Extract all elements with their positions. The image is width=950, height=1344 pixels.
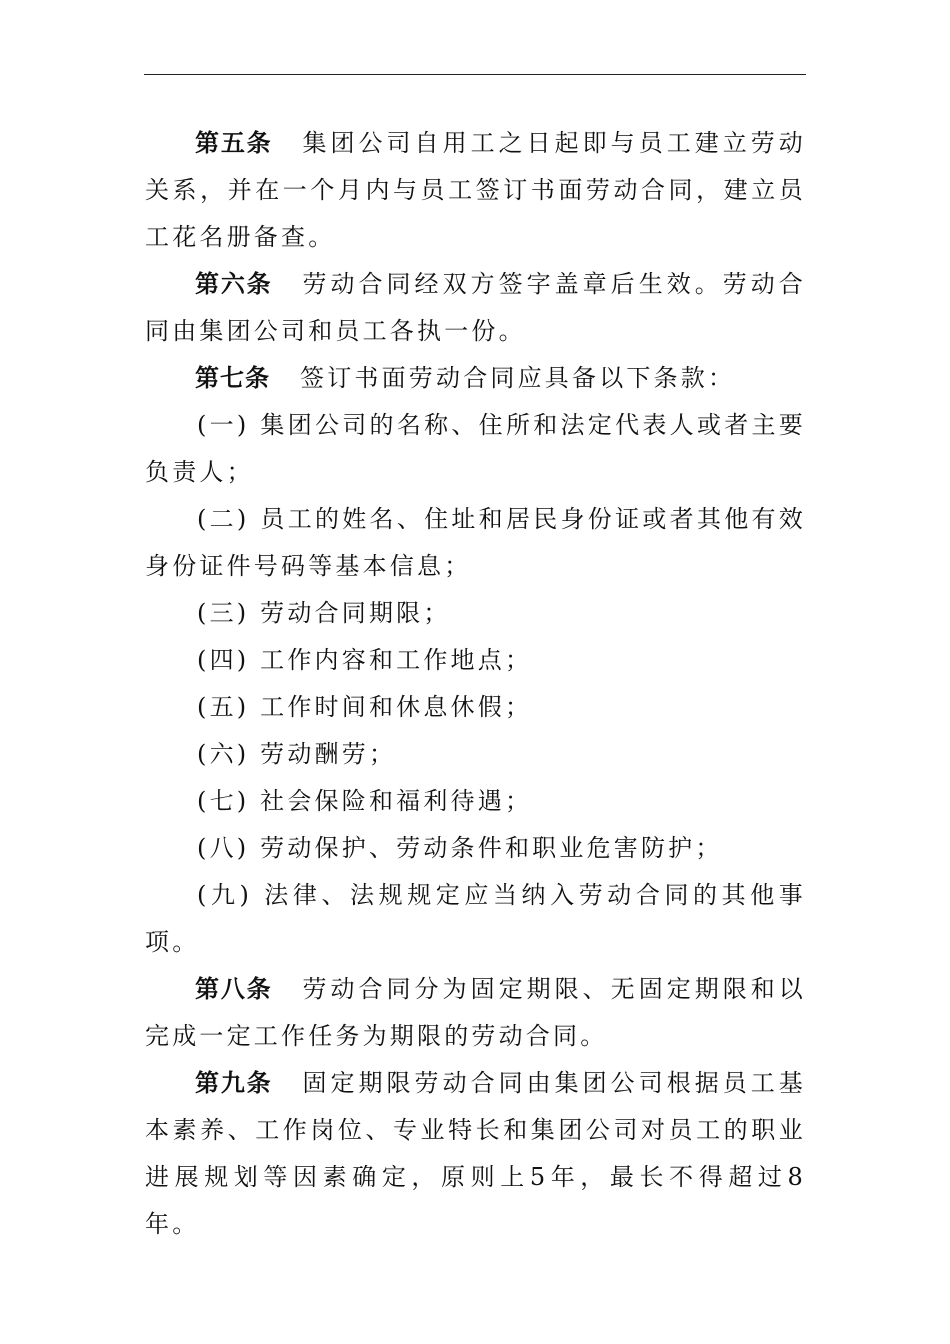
article-text: 签订书面劳动合同应具备以下条款： [300, 364, 736, 392]
article-label: 第八条 [195, 975, 273, 1003]
article-text: 集团公司自用工之日起即与员工建立劳动关系，并在一个月内与员工签订书面劳动合同，建立员工花名册备查。 [145, 129, 806, 251]
clause-item-8: (八) 劳动保护、劳动条件和职业危害防护； [197, 834, 723, 862]
article-6 [145, 261, 806, 355]
article-7 [145, 355, 806, 402]
clause-item-7: (七) 社会保险和福利待遇； [197, 787, 533, 815]
article-label: 第九条 [195, 1069, 273, 1097]
clause-item-6: (六) 劳动酬劳； [197, 740, 397, 768]
article-8 [145, 966, 806, 1060]
header-rule [144, 74, 806, 75]
clause-item-5: (五) 工作时间和休息休假； [197, 693, 533, 721]
article-5 [145, 120, 806, 261]
article-text: 固定期限劳动合同由集团公司根据员工基本素养、工作岗位、专业特长和集团公司对员工的职业进展规划等因素确定，原则上5年，最长不得超过8年。 [145, 1069, 806, 1238]
clause-item-4: (四) 工作内容和工作地点； [197, 646, 533, 674]
article-9 [145, 1060, 806, 1248]
clause-item-1: (一) 集团公司的名称、住所和法定代表人或者主要负责人； [145, 411, 806, 486]
clause-item-2: (二) 员工的姓名、住址和居民身份证或者其他有效身份证件号码等基本信息； [145, 505, 806, 580]
document-body [145, 120, 806, 1248]
clause-item-3: (三) 劳动合同期限； [197, 599, 451, 627]
article-text: 劳动合同分为固定期限、无固定期限和以完成一定工作任务为期限的劳动合同。 [145, 975, 806, 1050]
clause-item-9: (九) 法律、法规规定应当纳入劳动合同的其他事项。 [145, 881, 806, 956]
article-label: 第五条 [195, 129, 273, 157]
article-label: 第七条 [195, 364, 270, 392]
article-text: 劳动合同经双方签字盖章后生效。劳动合同由集团公司和员工各执一份。 [145, 270, 806, 345]
article-label: 第六条 [195, 270, 273, 298]
